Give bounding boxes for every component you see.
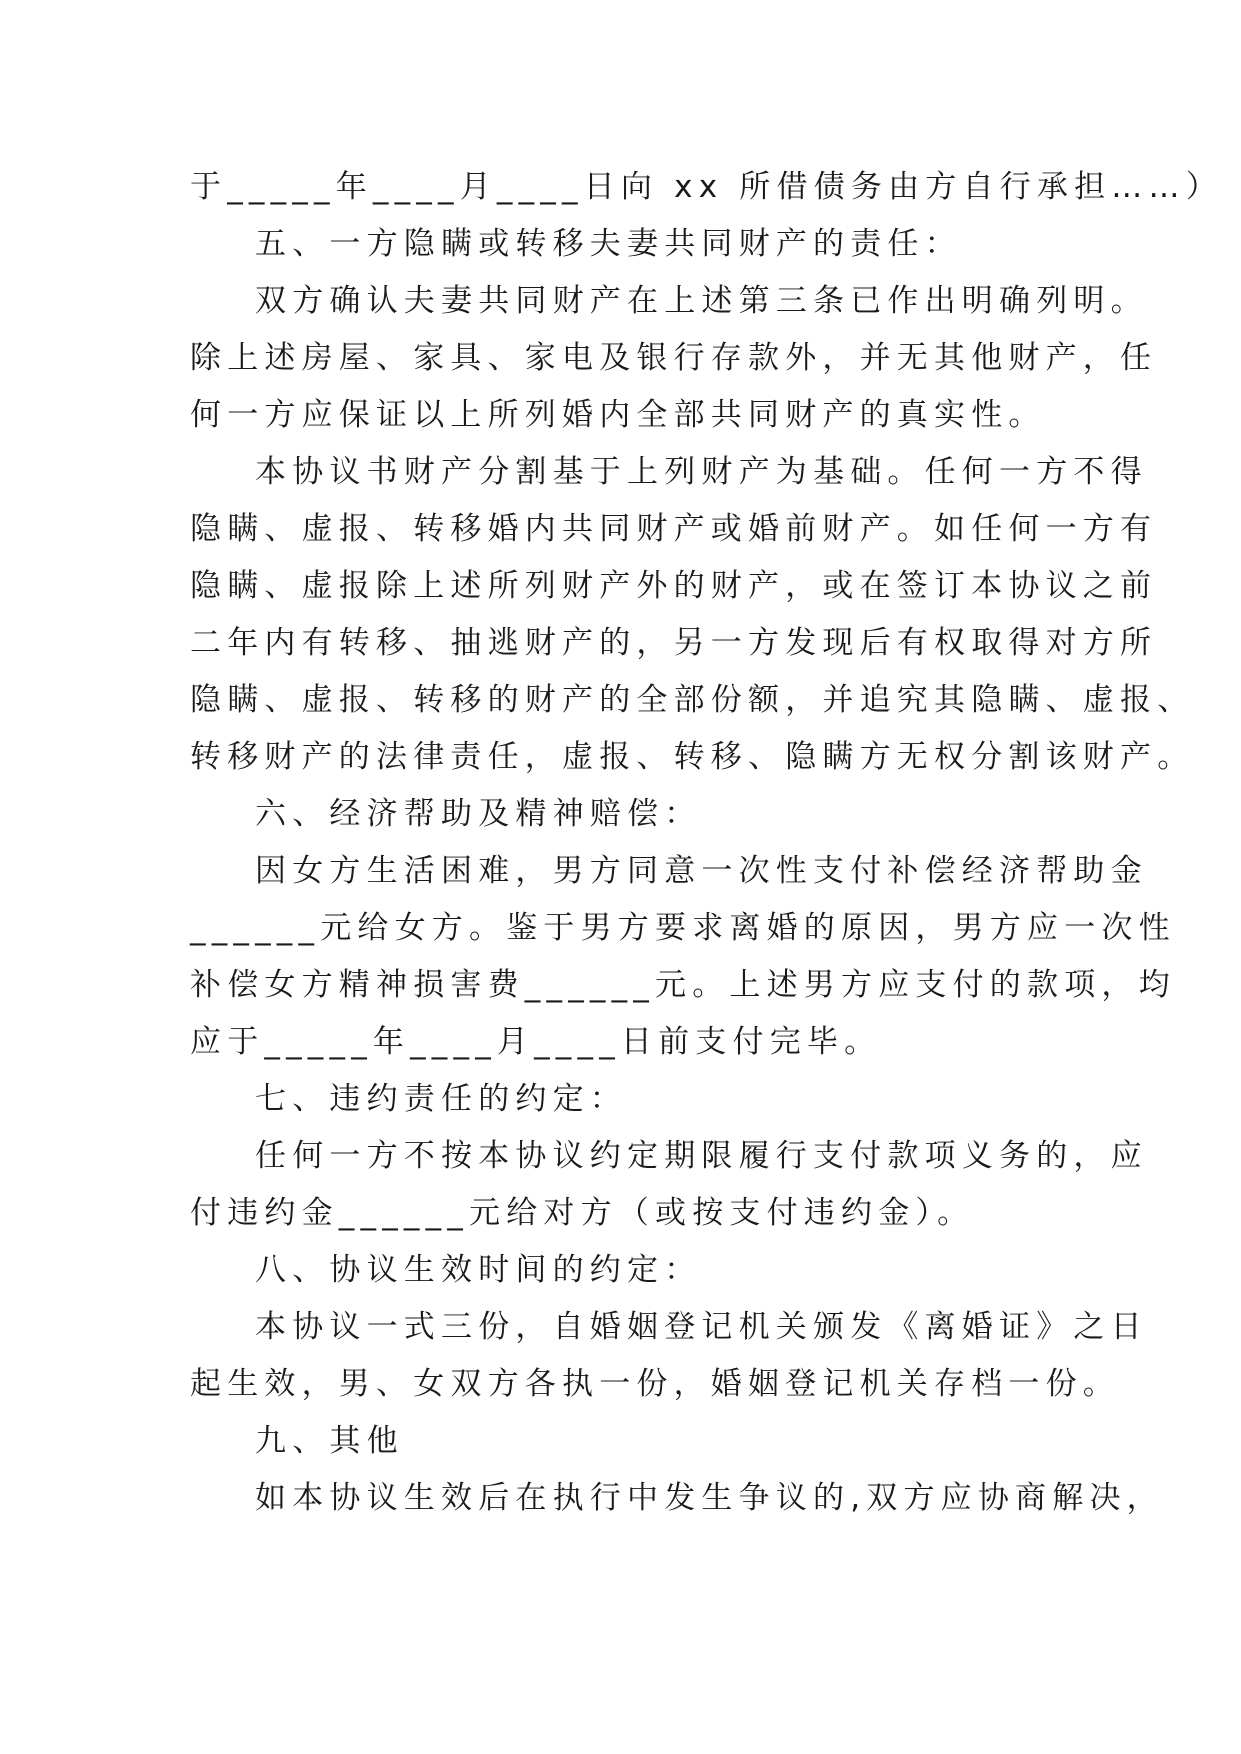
section-heading: 七、违约责任的约定： xyxy=(255,1081,627,1117)
text-line: 本协议一式三份，自婚姻登记机关颁发《离婚证》之日 xyxy=(255,1309,1148,1345)
section-heading: 九、其他 xyxy=(255,1423,404,1459)
text-line: 于_____年____月____日向 xx 所借债务由方自行承担……） xyxy=(190,169,1223,205)
text-line: 隐瞒、虚报、转移的财产的全部份额，并追究其隐瞒、虚报、 xyxy=(190,682,1195,718)
text-line: 隐瞒、虚报、转移婚内共同财产或婚前财产。如任何一方有 xyxy=(190,511,1158,547)
text-line: ______元给女方。鉴于男方要求离婚的原因，男方应一次性 xyxy=(190,910,1176,946)
text-line: 除上述房屋、家具、家电及银行存款外，并无其他财产，任 xyxy=(190,340,1158,376)
text-line: 付违约金______元给对方（或按支付违约金）。 xyxy=(190,1195,975,1231)
text-line: 任何一方不按本协议约定期限履行支付款项义务的，应 xyxy=(255,1138,1148,1174)
text-line: 何一方应保证以上所列婚内全部共同财产的真实性。 xyxy=(190,397,1046,433)
section-heading: 六、经济帮助及精神赔偿： xyxy=(255,796,702,832)
text-line: 隐瞒、虚报除上述所列财产外的财产，或在签订本协议之前 xyxy=(190,568,1158,604)
text-line: 双方确认夫妻共同财产在上述第三条已作出明确列明。 xyxy=(255,283,1148,319)
text-line: 二年内有转移、抽逃财产的，另一方发现后有权取得对方所 xyxy=(190,625,1158,661)
section-heading: 五、一方隐瞒或转移夫妻共同财产的责任： xyxy=(255,226,962,262)
text-line: 转移财产的法律责任，虚报、转移、隐瞒方无权分割该财产。 xyxy=(190,739,1195,775)
section-heading: 八、协议生效时间的约定： xyxy=(255,1252,702,1288)
text-line: 补偿女方精神损害费______元。上述男方应支付的款项，均 xyxy=(190,967,1176,1003)
text-line: 因女方生活困难，男方同意一次性支付补偿经济帮助金 xyxy=(255,853,1148,889)
text-line: 本协议书财产分割基于上列财产为基础。任何一方不得 xyxy=(255,454,1148,490)
text-line: 如本协议生效后在执行中发生争议的,双方应协商解决， xyxy=(255,1480,1164,1516)
text-line: 应于_____年____月____日前支付完毕。 xyxy=(190,1024,882,1060)
text-line: 起生效，男、女双方各执一份，婚姻登记机关存档一份。 xyxy=(190,1366,1120,1402)
